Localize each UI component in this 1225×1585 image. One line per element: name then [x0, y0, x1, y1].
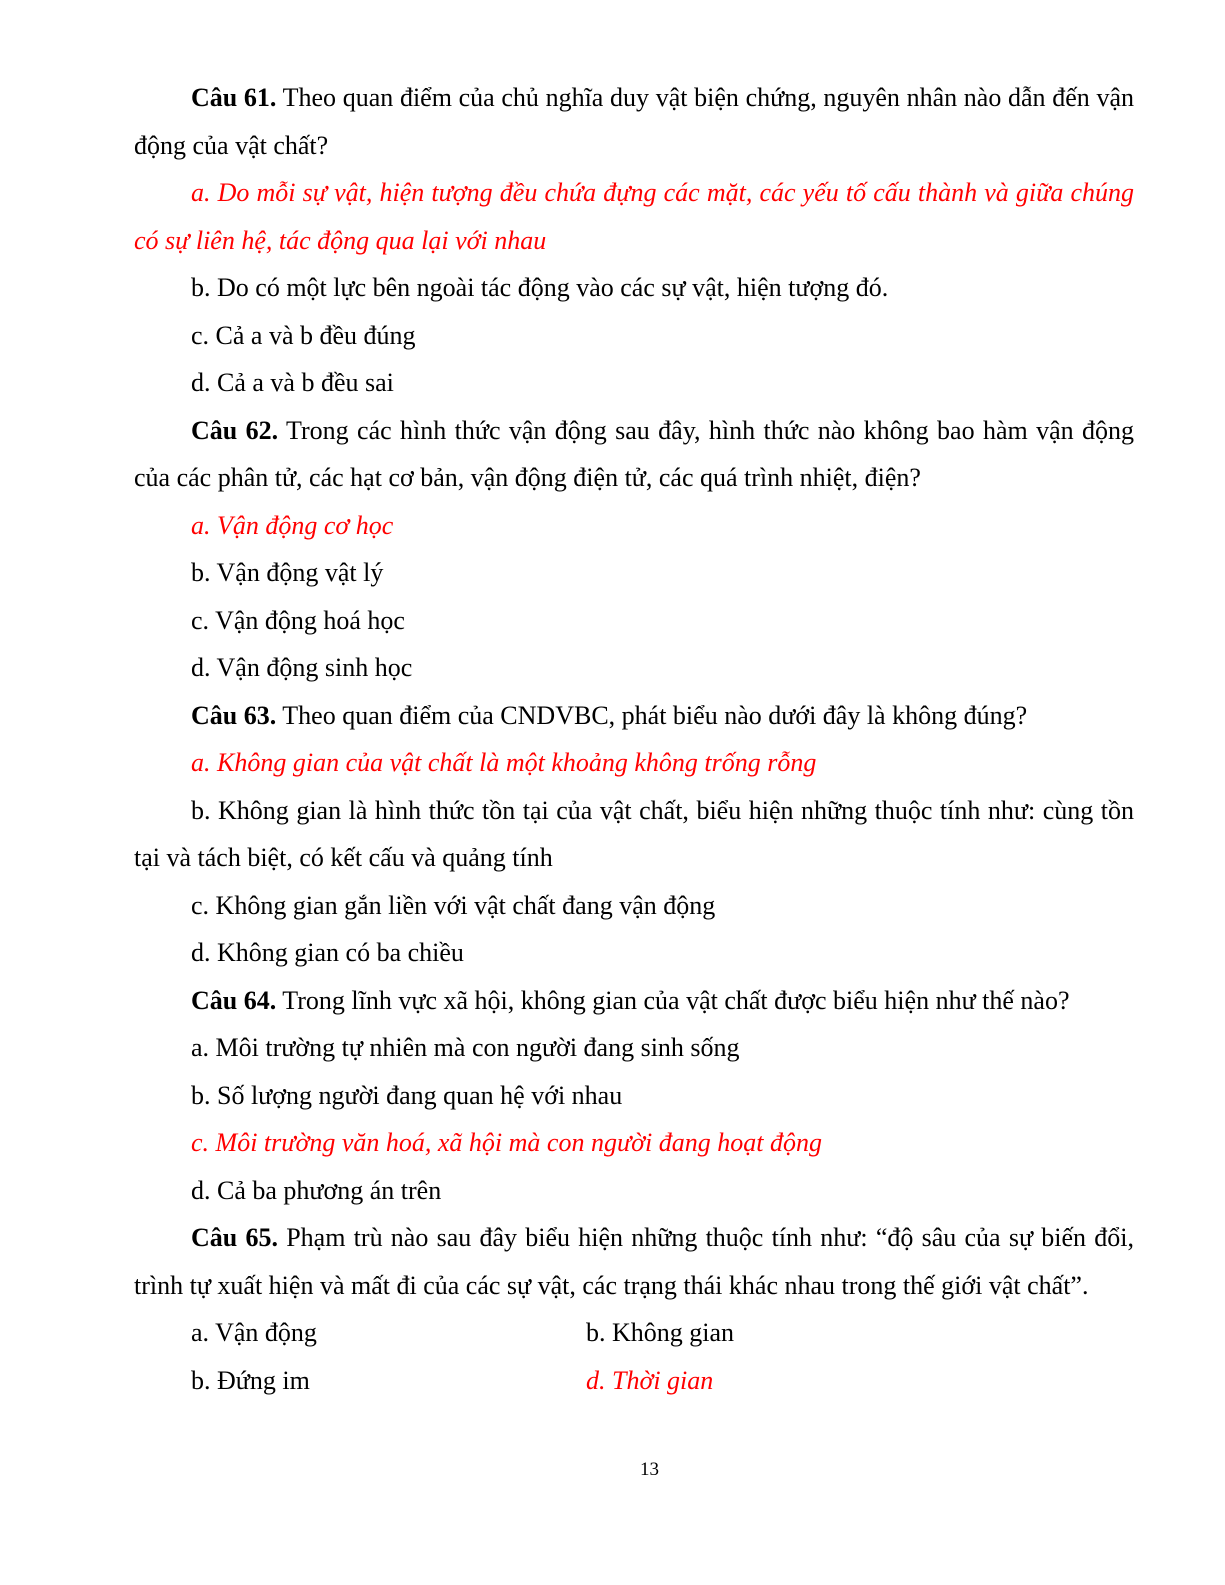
- option-correct: d. Thời gian: [586, 1365, 714, 1395]
- option: d. Cả ba phương án trên: [191, 1175, 442, 1205]
- option: d. Cả a và b đều sai: [191, 368, 394, 397]
- question-63: [134, 692, 1134, 740]
- option: c. Vận động hoá học: [191, 605, 405, 635]
- question-text: Trong lĩnh vực xã hội, không gian của vật chất được biểu hiện như thế nào?: [276, 985, 1070, 1015]
- option: c. Không gian gắn liền với vật chất đang vận động: [191, 890, 716, 920]
- question-label: Câu 62.: [191, 415, 279, 445]
- option: b. Không gian: [586, 1318, 735, 1347]
- page-number: 13: [640, 1459, 659, 1480]
- option: b. Do có một lực bên ngoài tác động vào các sự vật, hiện tượng đó.: [191, 273, 889, 302]
- document-page: [134, 74, 1134, 1404]
- options-row-1: [134, 1309, 1134, 1357]
- option-correct: a. Không gian của vật chất là một khoảng không trống rỗng: [191, 748, 817, 777]
- question-text: Theo quan điểm của CNDVBC, phát biểu nào dưới đây là không đúng?: [276, 700, 1028, 730]
- option: b. Vận động vật lý: [191, 558, 384, 587]
- option: a. Vận động: [191, 1318, 317, 1347]
- option-correct: a. Do mỗi sự vật, hiện tượng đều chứa đựng các mặt, các yếu tố cấu thành và giữa chúng có sự liên hệ, tác động qua lại với nhau: [134, 178, 1134, 255]
- question-label: Câu 64.: [191, 985, 277, 1015]
- option: d. Không gian có ba chiều: [191, 938, 464, 967]
- option: a. Môi trường tự nhiên mà con người đang sinh sống: [191, 1033, 740, 1062]
- option-correct: c. Môi trường văn hoá, xã hội mà con người đang hoạt động: [191, 1128, 822, 1157]
- question-label: Câu 65.: [191, 1223, 278, 1252]
- question-text: Phạm trù nào sau đây biểu hiện những thuộc tính như: “độ sâu của sự biến đổi, trình tự xuất hiện và mất đi của các sự vật, các trạng thái khác nhau trong thế giới vật chất”.: [134, 1223, 1134, 1300]
- question-text: Theo quan điểm của chủ nghĩa duy vật biện chứng, nguyên nhân nào dẫn đến vận động của vật chất?: [134, 83, 1134, 160]
- question-text: Trong các hình thức vận động sau đây, hình thức nào không bao hàm vận động của các phân tử, các hạt cơ bản, vận động điện tử, các quá trình nhiệt, điện?: [134, 415, 1134, 492]
- options-row-2: [134, 1357, 1134, 1405]
- question-64: [134, 977, 1134, 1025]
- question-61: [134, 74, 1134, 169]
- question-65: [134, 1214, 1134, 1309]
- question-label: Câu 61.: [191, 83, 277, 112]
- option: c. Cả a và b đều đúng: [191, 320, 416, 350]
- question-label: Câu 63.: [191, 700, 277, 730]
- option-correct: a. Vận động cơ học: [191, 510, 394, 540]
- option: b. Số lượng người đang quan hệ với nhau: [191, 1080, 623, 1110]
- question-62: [134, 407, 1134, 502]
- option: b. Không gian là hình thức tồn tại của vật chất, biểu hiện những thuộc tính như: cùng tồn tại và tách biệt, có kết cấu và quảng tính: [134, 795, 1134, 872]
- option: d. Vận động sinh học: [191, 653, 413, 682]
- option: b. Đứng im: [191, 1365, 310, 1395]
